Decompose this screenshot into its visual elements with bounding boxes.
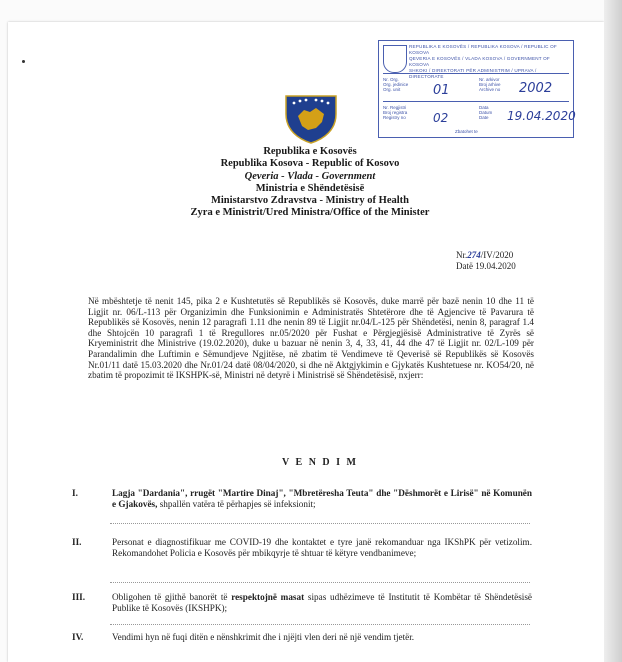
- stamp-header-line: QEVERIA E KOSOVËS / VLADA KOSOVA / GOVERNMENT OF KOSOVA: [409, 56, 550, 67]
- stamp-label: Nr. Regjistri Broj registra Registry no: [383, 105, 408, 120]
- stamp-date-handwritten: 19.04.2020: [507, 109, 576, 123]
- item-number: II.: [72, 537, 82, 547]
- header-government: Qeveria - Vlada - Government: [244, 170, 376, 182]
- stamp-label: Nr. Org. Org. jedinice Org. unit: [383, 77, 409, 92]
- item-number: I.: [72, 488, 78, 498]
- item-separator: [110, 624, 530, 625]
- reference-number: Nr.274/IV/2020: [456, 250, 514, 260]
- header-office: Zyra e Ministrit/Ured Ministra/Office of the Minister: [190, 207, 430, 219]
- legal-basis-paragraph: Në mbështetje të nenit 145, pika 2 e Kushtetutës së Republikës së Kosovës, duke marrë për bazë nenin 10 dhe 11 të Ligjit nr. 06/L-113 për Organizimin dhe Funksionimin e Administratës Shtetërore dhe të Agjencive të Pavarura të Republikës së Kosovës, nenin 12 paragrafi 1.11 dhe nenin 89 të Ligjit nr.04/L-125 për Shëndetësi, nenin 8, paragraf 1.4 dhe Shtojcën 10 paragrafi 1 të Rregullores nr.05/2020 për Fushat e Përgjegjësisë Administrative të Zyrës së Kryeministrit dhe Ministrive (19.02.2020), duke u bazuar në nenin 3, 4, 33, 41, 44 dhe 47 të Ligjit nr. 02/L-109 për Parandalimin dhe Luftimin e Sëmundjeve Ngjitëse, në zbatim të Vendimeve të Qeverisë së Republikës së Kosovës Nr.01/11 datë 15.03.2020 dhe Nr.01/24 datë 08/04/2020, si dhe në Aktgjykimin e Gjykatës Kushtetuese nr. KO54/20, në zbatim të propozimit të IKSHPK-së, Ministri në detyrë i Ministrisë së Shëndetësisë, nxjerr:: [88, 296, 534, 381]
- item-separator: [110, 523, 530, 524]
- item-number: IV.: [72, 632, 84, 642]
- reference-handwritten-number: 274: [467, 250, 481, 260]
- document-reference: [456, 250, 556, 272]
- stamp-registry-handwritten: 02: [433, 111, 449, 125]
- speck-mark: [22, 60, 25, 63]
- item-number: III.: [72, 592, 86, 602]
- item-text: Personat e diagnostifikuar me COVID-19 dhe kontaktet e tyre janë rekomanduar nga IKShPK për vetizolim. Rekomandohet Policia e Kosovës për mbikqyrje të shtuar të këtyre vendbanimeve;: [112, 537, 532, 558]
- stamp-label: Nr. arkivor Broj arhive Archive no: [479, 77, 501, 92]
- header-ministry-trilingual: Ministarstvo Zdravstva - Ministry of Health: [210, 195, 410, 207]
- stamp-header: [409, 44, 569, 80]
- registry-stamp: [378, 40, 574, 138]
- item-text: Lagja "Dardania", rrugët "Martire Dinaj", "Mbretëresha Teuta" dhe "Dëshmorët e Lirisë" në Komunën e Gjakovës, shpallën vatëra të përhapjes së infeksionit;: [112, 488, 532, 509]
- header-ministry: Ministria e Shëndetësisë: [255, 182, 365, 194]
- reference-date: Datë 19.04.2020: [456, 261, 516, 271]
- stamp-footer-label: Zbatohet te: [455, 129, 478, 134]
- stamp-archive-handwritten: 2002: [519, 81, 553, 96]
- header-republic-trilingual: Republika Kosova - Republic of Kosovo: [220, 158, 400, 170]
- stamp-divider: [383, 101, 569, 102]
- stamp-emblem-icon: [383, 45, 407, 73]
- scroll-edge: [604, 0, 622, 662]
- item-text: Vendimi hyn në fuqi ditën e nënshkrimit dhe i njëjti vlen deri në një vendim tjetër.: [112, 632, 415, 642]
- stamp-divider: [383, 73, 569, 74]
- ministry-header: [120, 146, 500, 220]
- stamp-org-unit-handwritten: 01: [433, 83, 450, 98]
- kosovo-coat-of-arms-icon: [280, 92, 342, 144]
- item-separator: [110, 582, 530, 583]
- item-text: Obligohen të gjithë banorët të respektojnë masat sipas udhëzimeve të Institutit të Kombëtar të Shëndetësisë Publike të Kosovës (IKSHPK);: [112, 592, 533, 613]
- stamp-label: Data Datum Date: [479, 105, 493, 120]
- stamp-header-line: SHKOKI / DIREKTORATI PËR ADMINISTRIM / UPRAVA / DIRECTORATE: [409, 68, 537, 79]
- stamp-header-line: REPUBLIKA E KOSOVËS / REPUBLIKA KOSOVA / REPUBLIC OF KOSOVA: [409, 44, 557, 55]
- header-republic: Republika e Kosovës: [263, 146, 357, 157]
- decision-title: V E N D I M: [282, 457, 358, 468]
